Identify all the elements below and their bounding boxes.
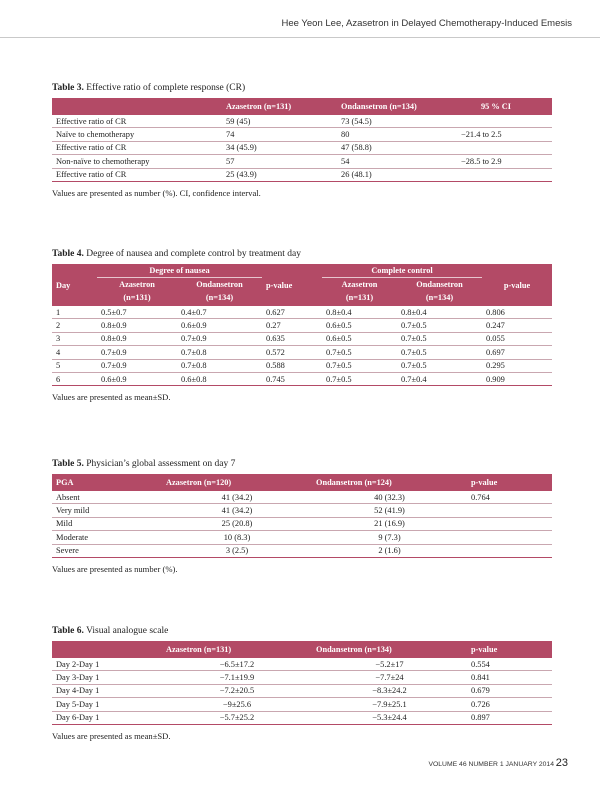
table-cell: 0.7±0.9 [97, 359, 177, 372]
table-row [52, 671, 552, 684]
table-cell: 0.5±0.7 [97, 306, 177, 319]
table-cell: 54 [337, 155, 457, 168]
table-cell: 0.6±0.5 [322, 332, 397, 345]
table-4-body [52, 306, 552, 386]
table-cell: 0.6±0.5 [322, 319, 397, 332]
table-cell: −7.1±19.9 [162, 671, 312, 684]
table-cell: 3 (2.5) [162, 544, 312, 557]
table-cell: −8.3±24.2 [312, 684, 467, 697]
table-cell: 0.588 [262, 359, 322, 372]
table-label: Table 4. [52, 249, 84, 259]
header-n: (n=134) [425, 293, 454, 302]
table-cell: 0.841 [467, 671, 552, 684]
table-cell: 0.27 [262, 319, 322, 332]
table-cell: Day 6-Day 1 [52, 711, 162, 724]
table-cell: 10 (8.3) [162, 531, 312, 544]
table-cell: 0.6±0.8 [177, 372, 262, 385]
table-cell: 0.8±0.4 [322, 306, 397, 319]
header-cell: Ondansetron (n=134) [341, 102, 417, 111]
table-row [52, 332, 552, 345]
table-note: Values are presented as number (%). CI, confidence interval. [52, 187, 261, 198]
table-cell: 80 [337, 128, 457, 141]
table-cell: −5.7±25.2 [162, 711, 312, 724]
table-cell: 0.7±0.5 [322, 372, 397, 385]
table-cell [467, 544, 552, 557]
table-cell: 0.6±0.9 [177, 319, 262, 332]
table-cell: 0.7±0.9 [97, 346, 177, 359]
table-3-block [52, 83, 552, 198]
table-row [52, 128, 552, 141]
header-ondansetron: Ondansetron [416, 280, 463, 289]
table-cell: Day 4-Day 1 [52, 684, 162, 697]
table-3 [52, 98, 552, 182]
table-note: Values are presented as mean±SD. [52, 392, 171, 403]
table-5-block [52, 459, 552, 574]
table-cell: Absent [52, 491, 162, 504]
table-row [52, 346, 552, 359]
header-cell: 95 % CI [481, 102, 511, 111]
table-cell: Effective ratio of CR [52, 115, 222, 128]
table-cell: Day 5-Day 1 [52, 698, 162, 711]
table-row [52, 531, 552, 544]
table-cell: 0.7±0.5 [322, 359, 397, 372]
header-cell: Ondansetron (n=124) [316, 478, 392, 487]
table-row [52, 544, 552, 557]
table-cell: 4 [52, 346, 97, 359]
table-cell: 0.7±0.8 [177, 346, 262, 359]
table-4-caption [52, 249, 552, 259]
table-cell: 0.806 [482, 306, 552, 319]
table-6-body [52, 658, 552, 724]
table-cell: 0.7±0.5 [397, 319, 482, 332]
table-4-block [52, 249, 552, 402]
table-cell [457, 168, 552, 181]
table-cell: 2 [52, 319, 97, 332]
header-cell [52, 98, 222, 115]
table-cell: 25 (43.9) [222, 168, 337, 181]
table-cell: 0.572 [262, 346, 322, 359]
table-6-caption [52, 626, 552, 636]
table-cell: 41 (34.2) [162, 491, 312, 504]
table-3-body [52, 115, 552, 181]
table-cell [457, 141, 552, 154]
table-row [52, 155, 552, 168]
table-cell: Non-naïve to chemotherapy [52, 155, 222, 168]
table-row [52, 491, 552, 504]
table-label: Table 6. [52, 626, 84, 636]
table-cell [467, 517, 552, 530]
table-6 [52, 641, 552, 725]
table-5-body [52, 491, 552, 557]
table-cell: 0.745 [262, 372, 322, 385]
header-cell: Azasetron (n=131) [166, 645, 232, 654]
header-cell: Azasetron (n=120) [166, 478, 232, 487]
table-cell: 9 (7.3) [312, 531, 467, 544]
table-label: Table 5. [52, 459, 84, 469]
table-title: Effective ratio of complete response (CR) [86, 83, 246, 93]
table-cell: 57 [222, 155, 337, 168]
header-complete-control: Complete control [322, 264, 482, 278]
table-cell: −5.2±17 [312, 658, 467, 671]
table-row [52, 684, 552, 697]
header-degree-of-nausea: Degree of nausea [97, 264, 262, 278]
table-cell: −21.4 to 2.5 [457, 128, 552, 141]
table-cell: 0.7±0.8 [177, 359, 262, 372]
table-cell: Day 2-Day 1 [52, 658, 162, 671]
table-cell: Moderate [52, 531, 162, 544]
table-cell: −7.7±24 [312, 671, 467, 684]
table-cell: 0.897 [467, 711, 552, 724]
running-head: Hee Yeon Lee, Azasetron in Delayed Chemotherapy-Induced Emesis [281, 18, 572, 29]
table-cell: 0.7±0.5 [322, 346, 397, 359]
table-cell: Mild [52, 517, 162, 530]
table-row [52, 517, 552, 530]
table-cell: 0.7±0.5 [397, 346, 482, 359]
table-row [52, 115, 552, 128]
header-day: Day [56, 280, 71, 290]
page-number: 23 [555, 757, 568, 769]
table-cell: 0.554 [467, 658, 552, 671]
table-cell: 0.679 [467, 684, 552, 697]
header-n: (n=131) [123, 293, 151, 302]
table-row [52, 168, 552, 181]
header-cell: PGA [56, 478, 74, 487]
table-cell: 0.909 [482, 372, 552, 385]
header-cell: Ondansetron (n=134) [316, 645, 392, 654]
table-cell: Naïve to chemotherapy [52, 128, 222, 141]
table-cell: −7.2±20.5 [162, 684, 312, 697]
header-ondansetron: Ondansetron [196, 280, 243, 289]
header-azasetron: Azasetron [341, 280, 378, 289]
table-6-block [52, 626, 552, 741]
header-n: (n=134) [205, 293, 234, 302]
table-cell: 52 (41.9) [312, 504, 467, 517]
header-cell: p-value [471, 478, 498, 487]
table-cell: 26 (48.1) [337, 168, 457, 181]
table-row [52, 711, 552, 724]
header-azasetron: Azasetron [119, 280, 155, 289]
header-cell: Azasetron (n=131) [226, 102, 292, 111]
table-note: Values are presented as number (%). [52, 563, 178, 574]
table-cell: −9±25.6 [162, 698, 312, 711]
table-cell: 0.635 [262, 332, 322, 345]
table-cell: 47 (58.8) [337, 141, 457, 154]
table-cell: 74 [222, 128, 337, 141]
table-cell: 0.7±0.5 [397, 359, 482, 372]
table-cell [467, 531, 552, 544]
table-cell: 2 (1.6) [312, 544, 467, 557]
table-row [52, 359, 552, 372]
table-cell: Day 3-Day 1 [52, 671, 162, 684]
table-cell: −28.5 to 2.9 [457, 155, 552, 168]
header-rule [0, 37, 600, 38]
table-cell: 0.764 [467, 491, 552, 504]
table-cell: 0.7±0.4 [397, 372, 482, 385]
header-cell [52, 641, 162, 658]
table-3-caption [52, 83, 552, 93]
table-row [52, 319, 552, 332]
table-cell: 21 (16.9) [312, 517, 467, 530]
table-cell: 34 (45.9) [222, 141, 337, 154]
header-p-value: p-value [503, 280, 531, 290]
table-cell: 25 (20.8) [162, 517, 312, 530]
table-cell: 3 [52, 332, 97, 345]
table-cell [457, 115, 552, 128]
table-row [52, 504, 552, 517]
table-cell: 0.247 [482, 319, 552, 332]
table-cell: 0.8±0.9 [97, 332, 177, 345]
table-cell: Very mild [52, 504, 162, 517]
table-cell: Effective ratio of CR [52, 141, 222, 154]
table-cell: 0.7±0.5 [397, 332, 482, 345]
table-cell: 0.7±0.9 [177, 332, 262, 345]
table-row [52, 698, 552, 711]
table-row [52, 658, 552, 671]
table-cell: 41 (34.2) [162, 504, 312, 517]
table-cell: 0.6±0.9 [97, 372, 177, 385]
table-cell: 0.4±0.7 [177, 306, 262, 319]
table-cell: 5 [52, 359, 97, 372]
journal-footer: VOLUME 46 NUMBER 1 JANUARY 2014 [428, 761, 554, 768]
table-cell: 40 (32.3) [312, 491, 467, 504]
table-title: Physician’s global assessment on day 7 [86, 459, 236, 469]
table-title: Visual analogue scale [86, 626, 169, 636]
header-n: (n=131) [345, 293, 374, 302]
table-cell: 0.697 [482, 346, 552, 359]
table-cell: −6.5±17.2 [162, 658, 312, 671]
table-row [52, 141, 552, 154]
table-note: Values are presented as mean±SD. [52, 730, 171, 741]
table-row [52, 306, 552, 319]
table-cell: 73 (54.5) [337, 115, 457, 128]
table-cell: −5.3±24.4 [312, 711, 467, 724]
table-cell: 0.055 [482, 332, 552, 345]
table-cell: Effective ratio of CR [52, 168, 222, 181]
table-title: Degree of nausea and complete control by treatment day [86, 249, 301, 259]
table-row [52, 372, 552, 385]
table-cell: 0.627 [262, 306, 322, 319]
table-cell: 59 (45) [222, 115, 337, 128]
table-cell [467, 504, 552, 517]
table-4 [52, 264, 552, 386]
header-p-value: p-value [266, 280, 293, 290]
table-cell: 1 [52, 306, 97, 319]
table-5 [52, 474, 552, 558]
table-cell: Severe [52, 544, 162, 557]
table-cell: 0.726 [467, 698, 552, 711]
table-5-caption [52, 459, 552, 469]
table-cell: 0.8±0.9 [97, 319, 177, 332]
table-cell: 0.295 [482, 359, 552, 372]
table-cell: −7.9±25.1 [312, 698, 467, 711]
table-cell: 6 [52, 372, 97, 385]
table-cell: 0.8±0.4 [397, 306, 482, 319]
header-cell: p-value [471, 645, 498, 654]
table-label: Table 3. [52, 83, 84, 93]
